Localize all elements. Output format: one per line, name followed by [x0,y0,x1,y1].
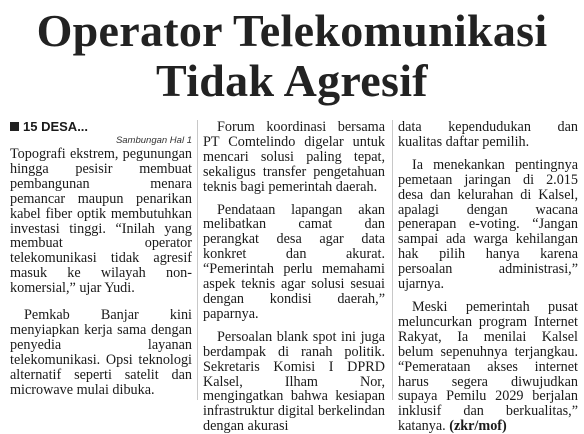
paragraph: Forum koordinasi bersama PT Comtelindo digelar untuk mencari solusi paling tepat, sekaligus transfer pengetahuan teknis bagi pemerintah daerah. [203,119,385,195]
column-3 [398,120,578,434]
paragraph: Topografi ekstrem, pegunungan hingga pesisir membuat pembangunan menara pemancar maupun penarikan kabel fiber optik membutuhkan investasi tinggi. “Inilah yang membuat operator telekomunikasi tidak agresif masuk ke wilayah non-komersial,” ujar Yudi. [10,146,192,297]
paragraph: Pendataan lapangan akan melibatkan camat dan perangkat desa agar data konkret dan akurat. “Pemerintah perlu memahami aspek teknis agar solusi sesuai dengan kondisi daerah,” paparnya. [203,201,385,322]
continued-note: Sambungan Hal 1 [115,135,192,146]
kicker-square-icon [10,122,19,131]
paragraph: Pemkab Banjar kini menyiapkan kerja sama dengan penyedia layanan telekomunikasi. Opsi teknologi alternatif seperti satelit dan microwave mulai dibuka. [10,307,192,398]
paragraph [398,300,578,434]
paragraph-text: Meski pemerintah pusat meluncurkan program Internet Rakyat, Ia menilai Kalsel belum sepenuhnya terjangkau. “Pemerataan akses internet harus segera diwujudkan supaya Pemilu 2029 berjalan inklusif dan berkualitas,” katanya. [398,298,578,434]
kicker-row [10,119,192,146]
byline: (zkr/mof) [449,418,507,434]
paragraph: Ia menekankan pentingnya pemetaan jaringan di 2.015 desa dan kelurahan di Kalsel, apalagi dengan wacana penerapan e-voting. “Jangan sampai ada warga kehilangan hak pilih hanya karena persoalan administrasi,” ujarnya. [398,156,578,293]
headline-line-2: Tidak Agresif [156,55,428,106]
headline [0,6,584,106]
column-1 [10,120,192,398]
column-2 [203,120,385,434]
article-body [0,119,584,434]
paragraph: Persoalan blank spot ini juga berdampak di ranah politik. Sekretaris Komisi I DPRD Kalsel, Ilham Nor, mengingatkan bahwa kesiapan infrastruktur digital berkelindan dengan akurasi [203,328,385,434]
paragraph: data kependudukan dan kualitas daftar pemilih. [398,119,578,150]
kicker: 15 DESA... [23,119,89,134]
headline-line-1: Operator Telekomunikasi [36,5,548,56]
